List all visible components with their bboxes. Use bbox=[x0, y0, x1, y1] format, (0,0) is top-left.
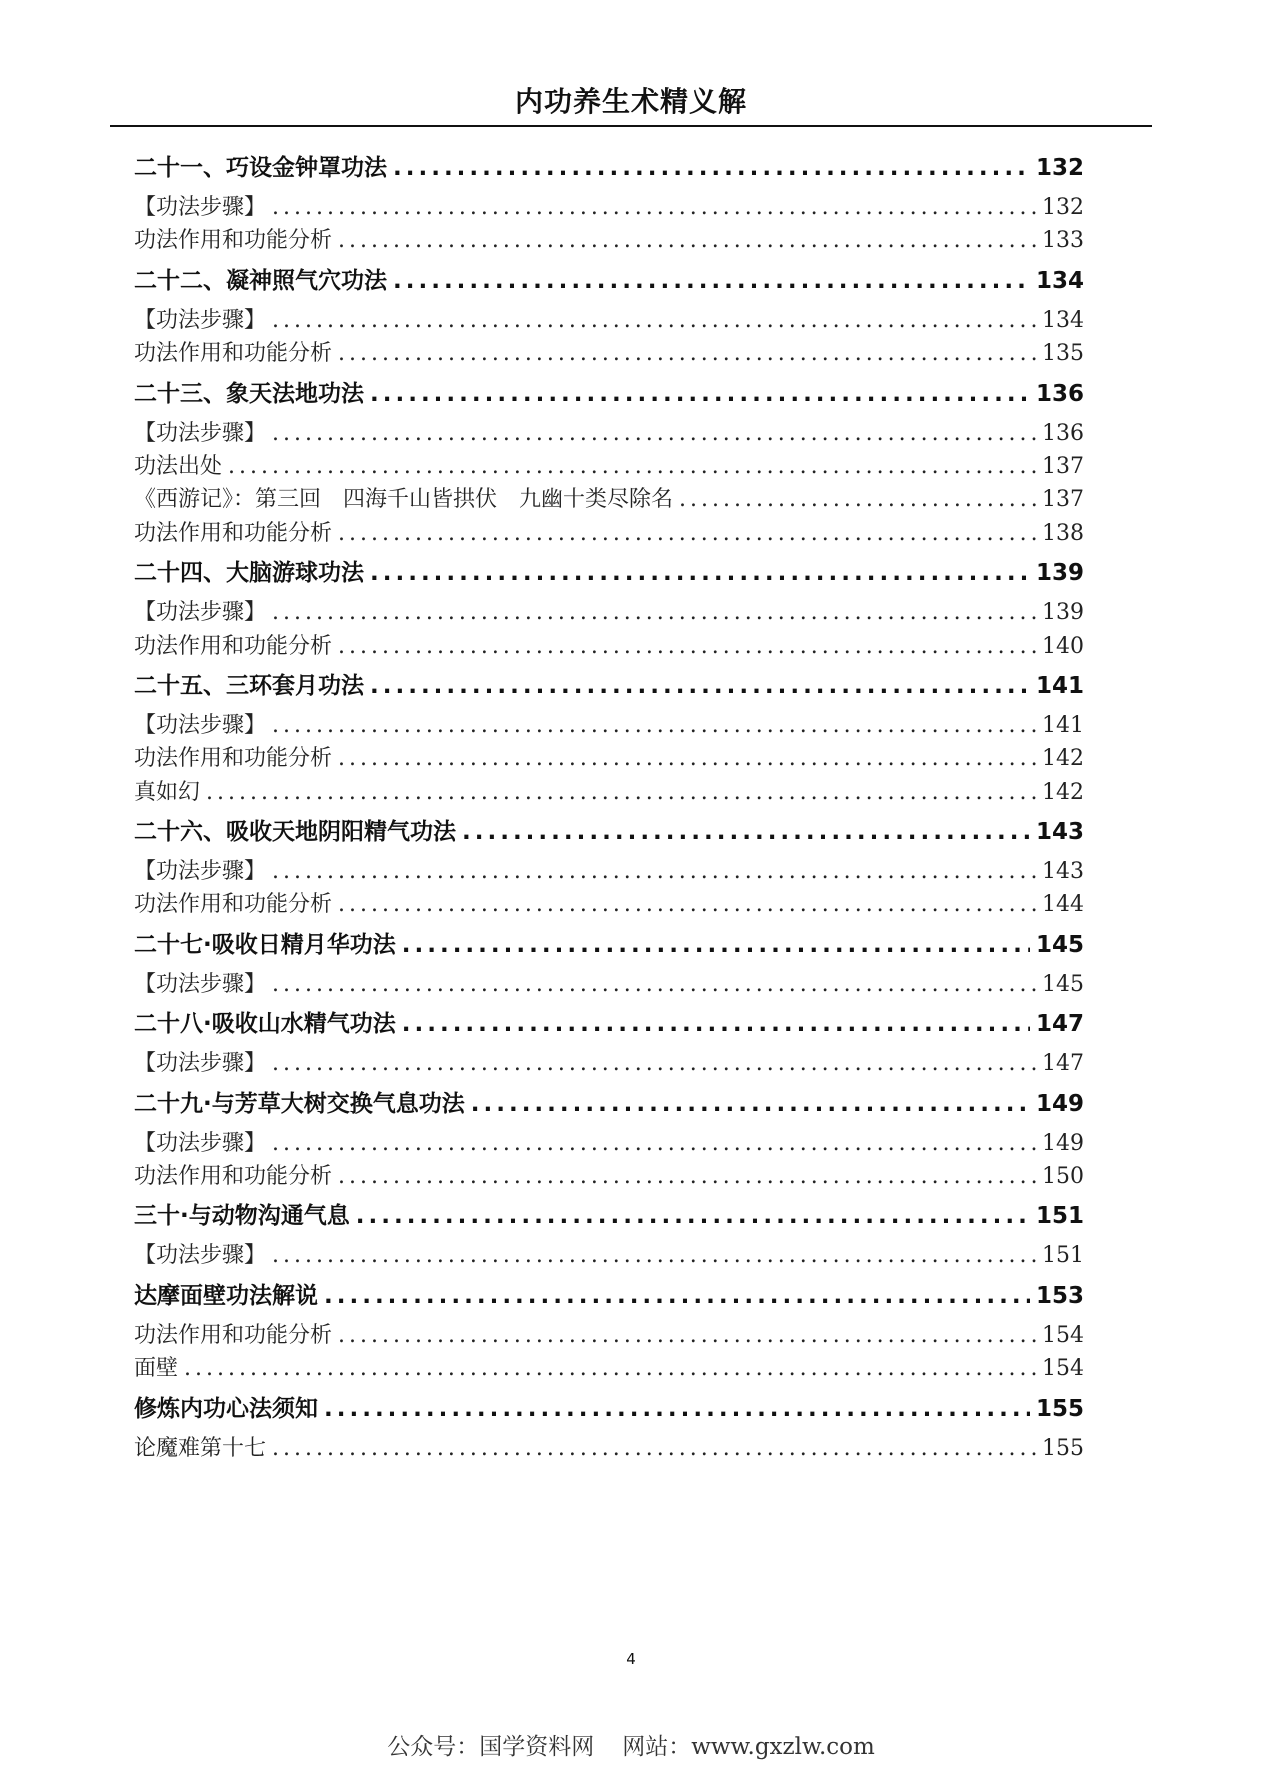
toc-dot-leader bbox=[272, 596, 1036, 629]
toc-entry-title: 【功法步骤】 bbox=[134, 195, 267, 220]
toc-entry-title: 功法出处 bbox=[134, 453, 223, 479]
toc-entry-page: 132 bbox=[1042, 195, 1084, 220]
toc-section-entry[interactable] bbox=[134, 1239, 1084, 1272]
toc-entry-title: 功法作用和功能分析 bbox=[134, 341, 333, 367]
toc-entry-page: 155 bbox=[1042, 1435, 1084, 1461]
page-number: 4 bbox=[626, 1650, 636, 1668]
toc-dot-leader bbox=[324, 1386, 1030, 1432]
toc-entry-title: 面壁 bbox=[134, 1356, 179, 1382]
toc-dot-leader bbox=[272, 304, 1036, 337]
toc-entry-page: 141 bbox=[1035, 672, 1084, 699]
toc-entry-title: 功法作用和功能分析 bbox=[134, 746, 333, 772]
toc-dot-leader bbox=[184, 1352, 1036, 1385]
toc-entry-page: 145 bbox=[1042, 971, 1084, 997]
toc-dot-leader bbox=[272, 855, 1036, 888]
toc-section-entry[interactable] bbox=[134, 1352, 1084, 1385]
toc-chapter-entry[interactable] bbox=[134, 809, 1084, 855]
toc-dot-leader bbox=[370, 663, 1030, 709]
toc-entry-page: 136 bbox=[1035, 380, 1084, 407]
toc-entry-title: 二十七·吸收日精月华功法 bbox=[134, 931, 396, 958]
toc-section-entry[interactable] bbox=[134, 709, 1084, 742]
toc-chapter-entry[interactable] bbox=[134, 1273, 1084, 1319]
toc-section-entry[interactable] bbox=[134, 776, 1084, 809]
toc-entry-page: 151 bbox=[1042, 1243, 1084, 1269]
toc-section-entry[interactable] bbox=[134, 224, 1084, 257]
toc-dot-leader bbox=[272, 191, 1036, 224]
toc-dot-leader bbox=[338, 888, 1036, 921]
toc-entry-page: 149 bbox=[1042, 1130, 1084, 1156]
toc-chapter-entry[interactable] bbox=[134, 1193, 1084, 1239]
toc-section-entry[interactable] bbox=[134, 483, 1084, 516]
toc-chapter-entry[interactable] bbox=[134, 258, 1084, 304]
toc-dot-leader bbox=[402, 922, 1030, 968]
toc-entry-page: 154 bbox=[1042, 1322, 1084, 1348]
toc-entry-page: 147 bbox=[1042, 1051, 1084, 1077]
toc-dot-leader bbox=[338, 742, 1036, 775]
toc-section-entry[interactable] bbox=[134, 1047, 1084, 1080]
toc-section-entry[interactable] bbox=[134, 1319, 1084, 1352]
toc-entry-title: 【功法步骤】 bbox=[134, 1130, 267, 1156]
toc-entry-page: 154 bbox=[1042, 1356, 1084, 1382]
header-rule bbox=[110, 125, 1152, 127]
toc-entry-page: 147 bbox=[1035, 1011, 1084, 1038]
toc-entry-title: 【功法步骤】 bbox=[134, 1051, 267, 1077]
toc-dot-leader bbox=[338, 224, 1036, 257]
toc-chapter-entry[interactable] bbox=[134, 1081, 1084, 1127]
toc-entry-title: 【功法步骤】 bbox=[134, 307, 267, 333]
toc-chapter-entry[interactable] bbox=[134, 550, 1084, 596]
toc-entry-title: 二十九·与芳草大树交换气息功法 bbox=[134, 1090, 465, 1117]
toc-section-entry[interactable] bbox=[134, 1432, 1084, 1465]
table-of-contents bbox=[134, 145, 1084, 1465]
toc-section-entry[interactable] bbox=[134, 968, 1084, 1001]
toc-dot-leader bbox=[393, 145, 1030, 191]
toc-entry-title: 二十四、大脑游球功法 bbox=[134, 560, 364, 587]
toc-entry-title: 【功法步骤】 bbox=[134, 420, 267, 446]
toc-entry-page: 136 bbox=[1042, 420, 1084, 446]
toc-entry-title: 功法作用和功能分析 bbox=[134, 633, 333, 659]
toc-entry-title: 功法作用和功能分析 bbox=[134, 228, 333, 254]
toc-entry-page: 132 bbox=[1035, 155, 1084, 181]
toc-entry-page: 137 bbox=[1042, 487, 1084, 513]
toc-entry-title: 二十五、三环套月功法 bbox=[134, 672, 364, 699]
toc-section-entry[interactable] bbox=[134, 304, 1084, 337]
toc-dot-leader bbox=[393, 258, 1030, 304]
toc-chapter-entry[interactable] bbox=[134, 922, 1084, 968]
toc-section-entry[interactable] bbox=[134, 1160, 1084, 1193]
toc-entry-title: 二十二、凝神照气穴功法 bbox=[134, 267, 387, 294]
toc-section-entry[interactable] bbox=[134, 596, 1084, 629]
toc-section-entry[interactable] bbox=[134, 450, 1084, 483]
toc-entry-page: 142 bbox=[1042, 746, 1084, 772]
toc-entry-title: 【功法步骤】 bbox=[134, 1243, 267, 1269]
toc-entry-title: 修炼内功心法须知 bbox=[134, 1395, 318, 1422]
toc-dot-leader bbox=[679, 483, 1036, 516]
toc-dot-leader bbox=[272, 417, 1036, 450]
toc-dot-leader bbox=[272, 1432, 1036, 1465]
toc-dot-leader bbox=[462, 809, 1030, 855]
toc-entry-page: 145 bbox=[1035, 931, 1084, 958]
toc-entry-title: 论魔难第十七 bbox=[134, 1435, 267, 1461]
toc-entry-page: 143 bbox=[1035, 819, 1084, 846]
toc-entry-page: 133 bbox=[1042, 228, 1084, 254]
toc-dot-leader bbox=[272, 968, 1036, 1001]
toc-entry-title: 功法作用和功能分析 bbox=[134, 520, 333, 546]
toc-entry-title: 【功法步骤】 bbox=[134, 712, 267, 738]
toc-dot-leader bbox=[338, 337, 1036, 370]
toc-dot-leader bbox=[272, 709, 1036, 742]
toc-entry-page: 151 bbox=[1035, 1203, 1084, 1230]
toc-entry-title: 【功法步骤】 bbox=[134, 971, 267, 997]
toc-dot-leader bbox=[338, 630, 1036, 663]
toc-entry-title: 二十八·吸收山水精气功法 bbox=[134, 1011, 396, 1038]
toc-entry-page: 142 bbox=[1042, 779, 1084, 805]
toc-entry-page: 143 bbox=[1042, 859, 1084, 885]
page-header-title: 内功养生术精义解 bbox=[514, 85, 747, 118]
toc-entry-title: 二十一、巧设金钟罩功法 bbox=[134, 155, 387, 181]
toc-chapter-entry[interactable] bbox=[134, 371, 1084, 417]
toc-entry-title: 功法作用和功能分析 bbox=[134, 1164, 333, 1190]
toc-entry-title: 功法作用和功能分析 bbox=[134, 1322, 333, 1348]
toc-dot-leader bbox=[338, 1319, 1036, 1352]
toc-dot-leader bbox=[471, 1081, 1030, 1127]
toc-entry-page: 141 bbox=[1042, 712, 1084, 738]
toc-entry-page: 139 bbox=[1042, 600, 1084, 626]
toc-dot-leader bbox=[356, 1193, 1030, 1239]
toc-entry-title: 达摩面壁功法解说 bbox=[134, 1282, 318, 1309]
footer-account: 公众号：国学资料网 bbox=[387, 1734, 595, 1760]
toc-entry-page: 150 bbox=[1042, 1164, 1084, 1190]
toc-dot-leader bbox=[338, 517, 1036, 550]
toc-entry-title: 真如幻 bbox=[134, 779, 201, 805]
toc-dot-leader bbox=[338, 1160, 1036, 1193]
toc-entry-page: 135 bbox=[1042, 341, 1084, 367]
toc-entry-title: 【功法步骤】 bbox=[134, 859, 267, 885]
toc-entry-page: 139 bbox=[1035, 560, 1084, 587]
toc-dot-leader bbox=[272, 1047, 1036, 1080]
toc-chapter-entry[interactable] bbox=[134, 1386, 1084, 1432]
toc-entry-page: 138 bbox=[1042, 520, 1084, 546]
toc-entry-title: 三十·与动物沟通气息 bbox=[134, 1203, 350, 1230]
toc-chapter-entry[interactable] bbox=[134, 663, 1084, 709]
toc-section-entry[interactable] bbox=[134, 630, 1084, 663]
toc-dot-leader bbox=[272, 1127, 1036, 1160]
toc-entry-page: 149 bbox=[1035, 1090, 1084, 1117]
toc-entry-page: 134 bbox=[1042, 307, 1084, 333]
toc-entry-page: 144 bbox=[1042, 892, 1084, 918]
toc-entry-page: 137 bbox=[1042, 453, 1084, 479]
toc-section-entry[interactable] bbox=[134, 1127, 1084, 1160]
toc-section-entry[interactable] bbox=[134, 855, 1084, 888]
toc-chapter-entry[interactable] bbox=[134, 1001, 1084, 1047]
toc-section-entry[interactable] bbox=[134, 417, 1084, 450]
footer-website: 网站：www.gxzlw.com bbox=[622, 1734, 875, 1760]
toc-dot-leader bbox=[402, 1001, 1030, 1047]
toc-dot-leader bbox=[206, 776, 1036, 809]
toc-entry-title: 功法作用和功能分析 bbox=[134, 892, 333, 918]
toc-dot-leader bbox=[324, 1273, 1030, 1319]
toc-entry-title: 二十六、吸收天地阴阳精气功法 bbox=[134, 819, 456, 846]
toc-dot-leader bbox=[370, 371, 1030, 417]
toc-section-entry[interactable] bbox=[134, 888, 1084, 921]
toc-entry-page: 134 bbox=[1035, 267, 1084, 294]
toc-dot-leader bbox=[272, 1239, 1036, 1272]
toc-entry-page: 153 bbox=[1035, 1282, 1084, 1309]
toc-section-entry[interactable] bbox=[134, 337, 1084, 370]
toc-dot-leader bbox=[228, 450, 1036, 483]
toc-section-entry[interactable] bbox=[134, 517, 1084, 550]
footer bbox=[0, 1728, 1262, 1761]
toc-chapter-entry[interactable] bbox=[134, 145, 1084, 191]
toc-dot-leader bbox=[370, 550, 1030, 596]
toc-entry-title: 二十三、象天法地功法 bbox=[134, 380, 364, 407]
toc-entry-title: 【功法步骤】 bbox=[134, 600, 267, 626]
toc-entry-title: 《西游记》：第三回 四海千山皆拱伏 九幽十类尽除名 bbox=[134, 487, 674, 513]
toc-entry-page: 140 bbox=[1042, 633, 1084, 659]
toc-section-entry[interactable] bbox=[134, 191, 1084, 224]
toc-section-entry[interactable] bbox=[134, 742, 1084, 775]
toc-entry-page: 155 bbox=[1035, 1395, 1084, 1422]
